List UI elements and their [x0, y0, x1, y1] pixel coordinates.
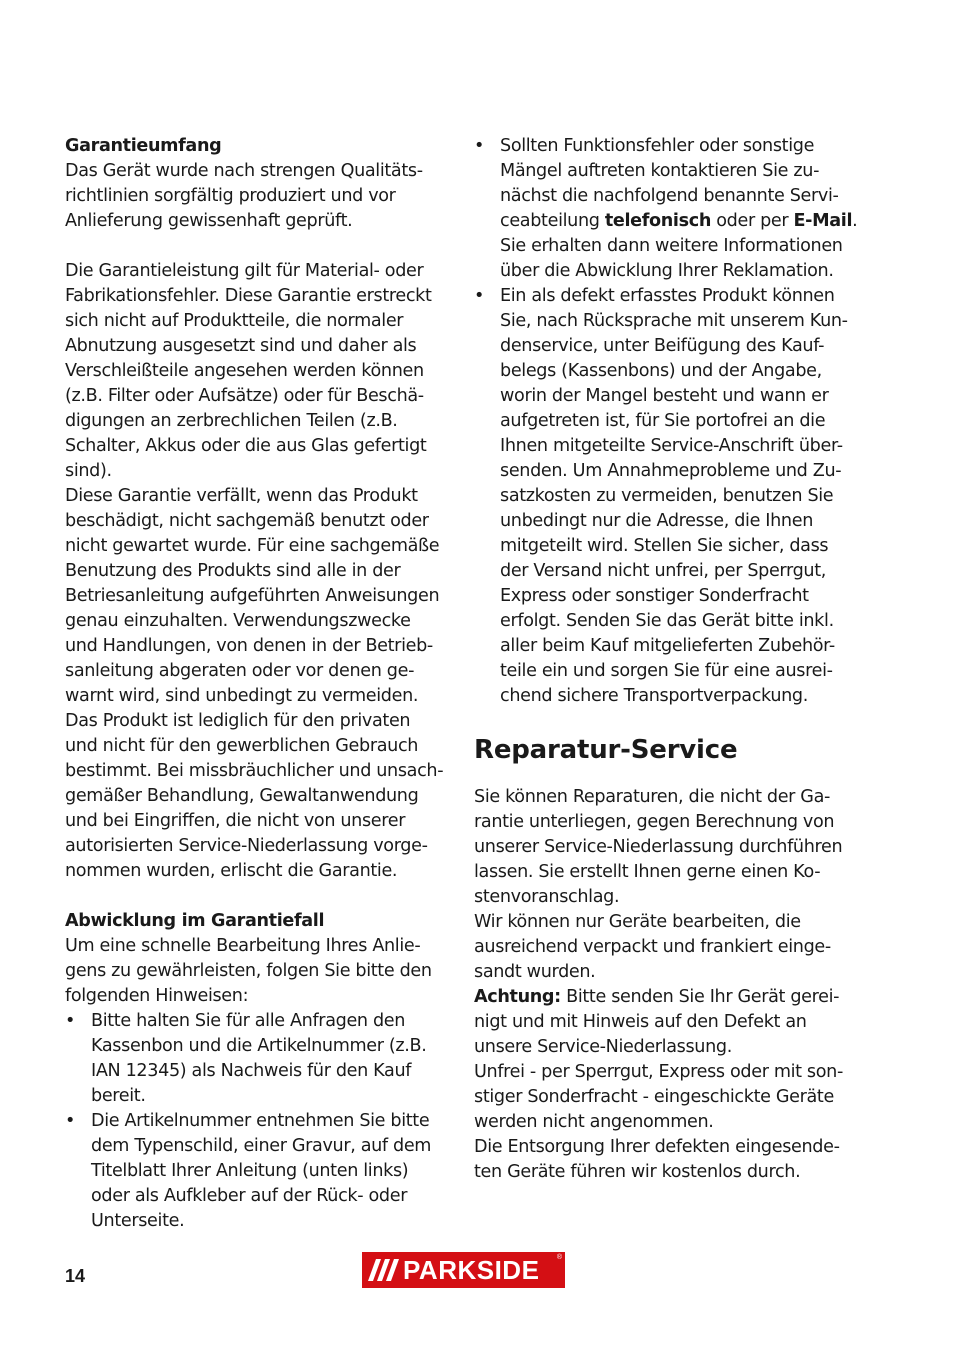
paragraph-achtung: Achtung: Bitte senden Sie Ihr Gerät gerei- nigt und mit Hinweis auf den Defekt an unsere Service-Niederlassung. [474, 987, 840, 1057]
heading-reparatur-service: Reparatur-Service [474, 735, 738, 765]
heading-garantieumfang: Garantieumfang [65, 136, 222, 156]
logo-slashes-icon [372, 1259, 399, 1281]
right-column [474, 134, 866, 1185]
paragraph-disposal: Die Entsorgung Ihrer defekten eingesende- ten Geräte führen wir kostenlos durch. [474, 1137, 840, 1182]
paragraph-repairs: Sie können Reparaturen, die nicht der Ga- rantie unterliegen, gegen Berechnung von unserer Service-Niederlassung durchführen lassen. Sie erstellt Ihnen gerne einen Ko- stenvoranschlag. [474, 787, 843, 907]
email-emphasis: E-Mail [793, 211, 853, 231]
paragraph-warranty-scope: Die Garantieleistung gilt für Material- oder Fabrikationsfehler. Diese Garantie erstreckt sich nicht auf Produktteile, die normaler Abnutzung ausgesetzt sind und daher als Verschleißteile angesehen werden können (z.B. Filter oder Aufsätze) oder für Beschä- digungen an zerbrechlichen Teilen (z.B. Schalter, Akkus oder die aus Glas gefertigt sind). [65, 261, 432, 481]
heading-abwicklung: Abwicklung im Garantiefall [65, 911, 325, 931]
achtung-label: Achtung: [474, 987, 561, 1007]
claim-steps-list [65, 1009, 455, 1234]
telefonisch-emphasis: telefonisch [604, 211, 711, 231]
parkside-logo [362, 1252, 565, 1288]
list-item: • Die Artikelnummer entnehmen Sie bitte dem Typenschild, einer Gravur, auf dem Titelblatt Ihrer Anleitung (unten links) oder als Aufkleber auf der Rück- oder Unterseite. [65, 1109, 455, 1234]
paragraph-warranty-void: Diese Garantie verfällt, wenn das Produkt beschädigt, nicht sachgemäß benutzt oder nicht gewartet wurde. Für eine sachgemäße Benutzung des Produkts sind alle in der Betriesanleitung aufgeführten Anweisungen genau einzuhalten. Verwendungszwecke und Handlungen, von denen in der Betrieb- sanleitung abgeraten oder vor denen ge- warnt wird, sind unbedingt zu vermeiden. Das Produkt ist lediglich für den privaten und nicht für den gewerblichen Gebrauch bestimmt. Bei missbräuchlicher und unsach- gemäßer Behandlung, Gewaltanwendung und bei Eingriffen, die nicht von unserer autorisierten Service-Niederlassung vorge- nommen wurden, erlischt die Garantie. [65, 486, 444, 881]
claim-steps-list-continued [474, 134, 866, 709]
list-item: • Ein als defekt erfasstes Produkt können Sie, nach Rücksprache mit unserem Kun- denservice, unter Beifügung des Kauf- belegs (Kassenbons) und der Angabe, worin der Mangel besteht und wann er aufgetreten ist, für Sie portofrei an die Ihnen mitgeteilte Service-Anschrift über- senden. Um Annahmeprobleme und Zu- satzkosten zu vermeiden, benutzen Sie unbedingt nur die Adresse, die Ihnen mitgeteilt wird. Stellen Sie sicher, dass der Versand nicht unfrei, per Sperrgut, Express oder sonstiger Sonderfracht erfolgt. Senden Sie das Gerät bitte inkl. aller beim Kauf mitgelieferten Zubehör- teile ein und sorgen Sie für eine ausrei- chend sichere Transportverpackung. [474, 284, 866, 709]
paragraph-packaging: Wir können nur Geräte bearbeiten, die ausreichend verpackt und frankiert einge- sandt wurden. [474, 912, 831, 982]
page-number: 14 [65, 1266, 86, 1286]
paragraph-quality: Das Gerät wurde nach strengen Qualitäts- richtlinien sorgfältig produziert und vor Anlieferung gewissenhaft geprüft. [65, 161, 423, 231]
logo-wordmark: PARKSIDE [403, 1254, 540, 1285]
paragraph-instructions-intro: Um eine schnelle Bearbeitung Ihres Anlie- gens zu gewährleisten, folgen Sie bitte den folgenden Hinweisen: [65, 936, 432, 1006]
registered-mark: ® [556, 1254, 562, 1261]
list-item: • Bitte halten Sie für alle Anfragen den Kassenbon und die Artikelnummer (z.B. IAN 12345) als Nachweis für den Kauf bereit. [65, 1009, 455, 1109]
list-item: • Sollten Funktionsfehler oder sonstige Mängel auftreten kontaktieren Sie zu- nächst die nachfolgend benannte Servi- ceabteilung telefonisch oder per E-Mail. Sie erhalten dann weitere Informationen über die Abwicklung Ihrer Reklamation. [474, 134, 866, 284]
paragraph-unfrei: Unfrei - per Sperrgut, Express oder mit son- stiger Sonderfracht - eingeschickte Geräte werden nicht angenommen. [474, 1062, 843, 1132]
left-column [65, 134, 455, 1234]
